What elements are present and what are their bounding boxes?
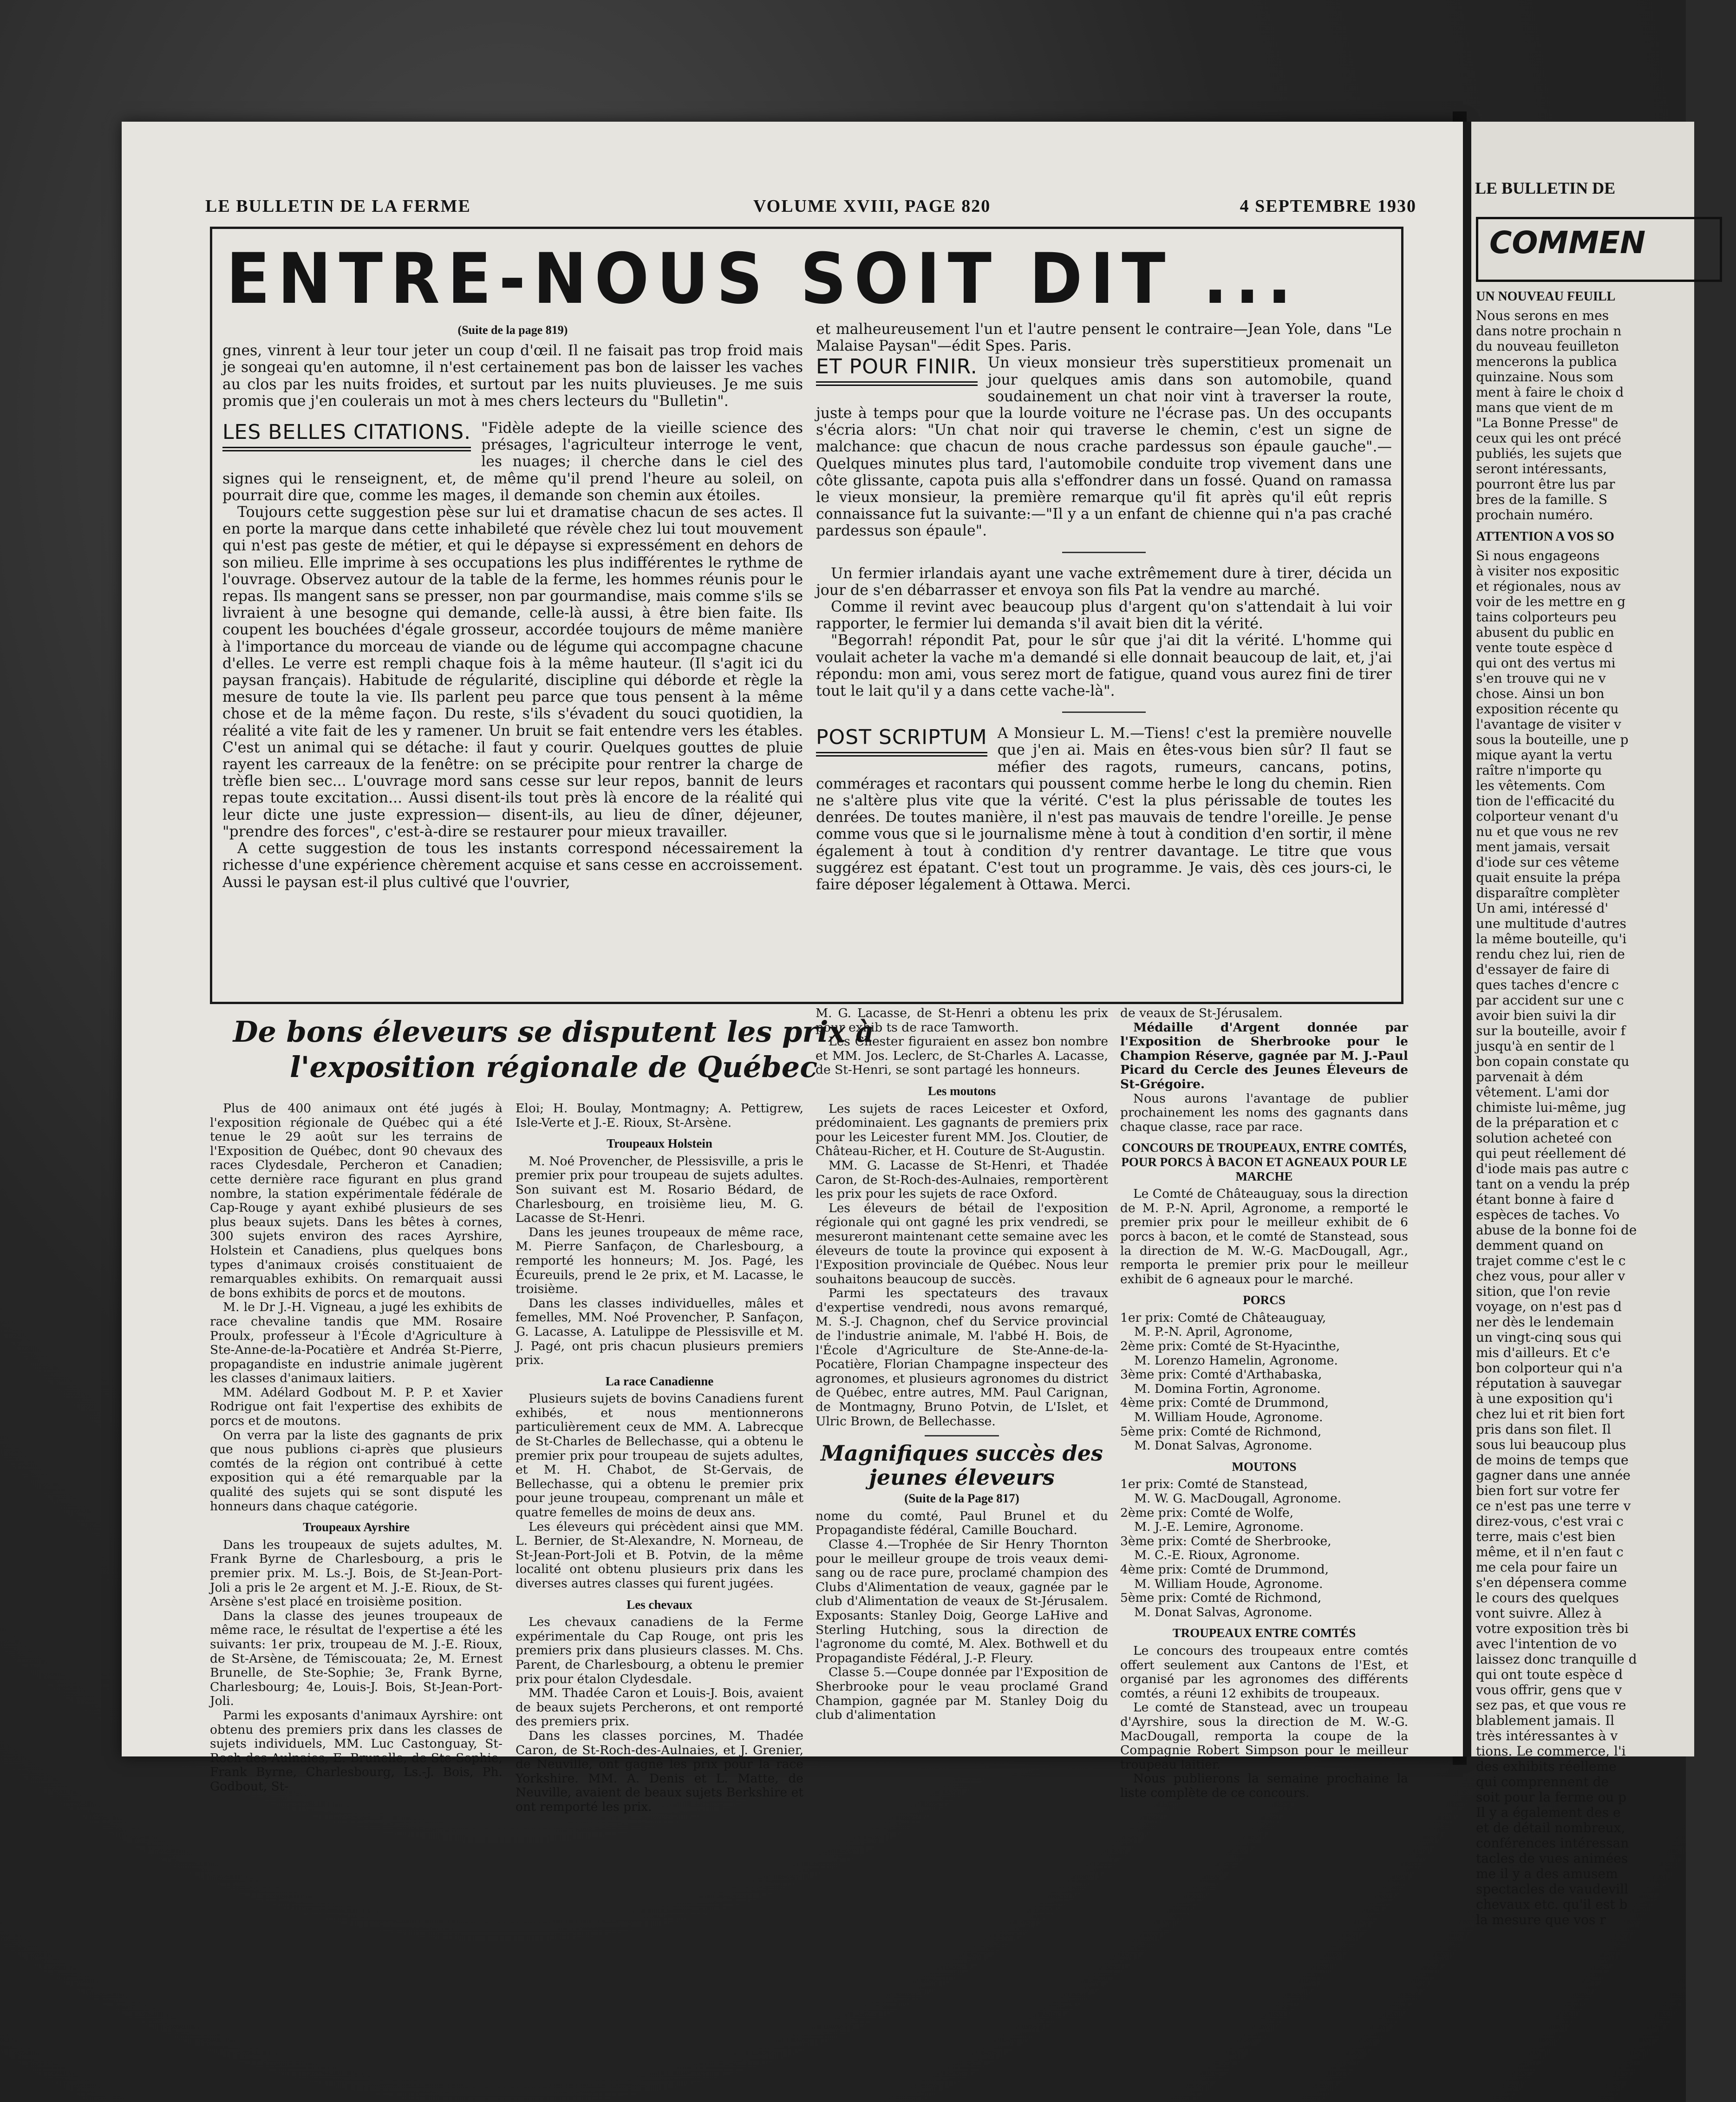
article-paragraph: Dans les classes individuelles, mâles et femelles, MM. Noé Provencher, P. Sanfaçon, G. Lacasse, A. Latulippe de Plessisville et M. J. Pagé, ont pris chacun plusieurs premiers prix.	[516, 1296, 803, 1368]
subarticle-credit: (Suite de la Page 817)	[904, 1491, 1019, 1506]
adjacent-text-line: réputation à sauvegar	[1476, 1376, 1621, 1391]
list-item: 5ème prix: Comté de Richmond,	[1120, 1424, 1322, 1439]
section-heading: Troupeaux Ayrshire	[303, 1520, 410, 1534]
adjacent-text-line: quait ensuite la prépa	[1476, 870, 1621, 885]
adjacent-text-line: direz-vous, c'est vrai c	[1476, 1514, 1624, 1529]
adjacent-text-line: qui ont toute espèce d	[1476, 1667, 1623, 1682]
feature-paragraph: "Fidèle adepte de la vieille science des présages, l'agriculteur interroge le vent, les nuages; il cherche dans le ciel des signes qui le renseignent, et, de même qu'il prend l'heure au soleil, on pourrait dire que, comme les mages, il demande son chemin aux étoiles.	[222, 420, 803, 504]
article-column-4	[1120, 1006, 1408, 1800]
moutons-list	[1120, 1477, 1408, 1619]
list-item: M. Donat Salvas, Agronome.	[1134, 1605, 1312, 1619]
adjacent-text-line: des exhibits réelleme	[1476, 1759, 1617, 1774]
adjacent-text-line: chimiste lui-même, jug	[1476, 1100, 1626, 1115]
adjacent-text-line: du nouveau feuilleton	[1476, 339, 1619, 354]
adjacent-text-line: et régionales, nous av	[1476, 579, 1621, 594]
section-heading: Troupeaux Holstein	[607, 1136, 712, 1151]
adjacent-text-line: dans notre prochain n	[1476, 323, 1622, 339]
section-heading: La race Canadienne	[605, 1374, 714, 1388]
list-item: M. C.-E. Rioux, Agronome.	[1134, 1548, 1300, 1563]
running-head	[205, 196, 1435, 219]
adjacent-text-line: publiés, les sujets que	[1476, 446, 1622, 461]
article-paragraph: Eloi; H. Boulay, Montmagny; A. Pettigrew, Isle-Verte et J.-E. Rioux, St-Arsène.	[516, 1101, 803, 1130]
adjacent-title: COMMEN	[1489, 225, 1646, 261]
adjacent-text-line: votre exposition très bi	[1476, 1621, 1629, 1636]
feature-box	[210, 227, 1403, 1004]
article-paragraph: Le Comté de Châteauguay, sous la direction de M. P.-N. April, Agronome, a remporté le premier prix pour le meilleur exhibit de 6 porcs à bacon, et le comté de Stanstead, sous la direction de M. W.-G. MacDougall, Agr., remporta le premier prix pour le meilleur exhibit de 6 agneaux pour le marché.	[1120, 1187, 1408, 1286]
adjacent-text-line: pris dans son filet. Il	[1476, 1422, 1611, 1437]
adjacent-subhead: UN NOUVEAU FEUILL	[1476, 289, 1616, 304]
article-paragraph: Parmi les exposants d'animaux Ayrshire: ont obtenu des premiers prix dans les classes de sujets individuels, MM. Luc Castonguay, St-Roch-des-Aulnaies, E. Brunelle, de Ste-Sophie, Frank Byrne, Charlesbourg, Ls.-J. Bois, Ph. Godbout, St-	[210, 1708, 503, 1794]
adjacent-text-line: me il y a des amusem	[1476, 1866, 1618, 1881]
adjacent-text-line: solution acheteé con	[1476, 1130, 1612, 1146]
article-paragraph: Nous publierons la semaine prochaine la liste complète de ce concours.	[1120, 1771, 1408, 1800]
article-paragraph: MM. Thadée Caron et Louis-J. Bois, avaient de beaux sujets Percherons, et ont remporté des premiers prix.	[516, 1686, 803, 1729]
article-paragraph: Parmi les spectateurs des travaux d'expertise vendredi, nous avons remarqué, M. S.-J. Chagnon, chef du Service provincial de l'industrie animale, M. l'abbé H. Bois, de l'École d'Agriculture de Ste-Anne-de-la-Pocatière, Florian Champagne inspecteur des agronomes, et plusieurs agronomes du district de Québec, entre autres, MM. Paul Carignan, de Montmagny, Bruno Potvin, de L'Islet, et Ulric Brown, de Bellechasse.	[816, 1286, 1108, 1429]
adjacent-text-line: tacles de vues animées	[1476, 1851, 1628, 1866]
feature-paragraph: Toujours cette suggestion pèse sur lui et dramatise chacun de ses actes. Il en porte la marque dans cette inhabileté que révèle chez lui tout mouvement qui n'est pas geste de métier, et qui le dépayse si expressément en dehors de son milieu. Elle imprime à ses occupations les plus indifférentes le rythme de l'ouvrage. Observez autour de la table de la ferme, les hommes réunis pour le repas. Ils mangent sans se presser, non par gourmandise, mais comme s'ils se livraient à une besogne qui demande, celle-là aussi, à être bien faite. Ils coupent les bouchées d'égale grosseur, accordée toujours de même manière à l'importance du morceau de viande ou de légume qui accompagne chacune d'elles. Le verre est rempli chaque fois à la même hauteur. (Il s'agit ici du paysan français). Habitude de régularité, discipline qui déborde et règle la mesure de toute la vie. Ils parlent peu parce que tous pensent à la même chose et de la même façon. Du reste, s'ils s'évadent du souci quotidien, la réalité a vite fait de les y ramener. Un bruit se fait entendre vers les étables. C'est un animal qui se détache: il faut y courir. Quelques gouttes de pluie rayent les carreaux de la fenêtre: on se précipite pour rentrer la charge de trèfle bien sec... L'ouvrage mord sans cesse sur leur repos, bannit de leurs repas toute excitation... Aussi disent-ils tout près là encore de la réalité qui leur dicte une juste expression— disent-ils, au lieu de dîner, déjeuner, "prendre des forces", c'est-à-dire se restaurer pour mieux travailler.	[222, 504, 803, 840]
article-paragraph: On verra par la liste des gagnants de prix que nous publions ci-après que plusieurs comtés de la région ont contribué à cette exposition qui a été remarquable par la qualité des sujets qui se sont disputé les honneurs dans chaque catégorie.	[210, 1428, 503, 1514]
adjacent-text-line: jusqu'à en sentir de l	[1476, 1038, 1614, 1054]
adjacent-text-line: blablement jamais. Il	[1476, 1713, 1615, 1728]
adjacent-text-line: parvenait à dém	[1476, 1069, 1583, 1084]
article-paragraph: Classe 4.—Trophée de Sir Henry Thornton pour le meilleur groupe de trois veaux demi-sang ou de race pure, proclamé champion des Clubs d'Alimentation de veaux, gagnée par le club d'Alimentation de veaux de St-Jérusalem. Exposants: Stanley Doig, George LaHive and Sterling Hutching, sous la direction de l'agronome du comté, M. Alex. Bothwell et du Propagandiste Fédéral, J.-P. Fleury.	[816, 1537, 1108, 1665]
adjacent-text-line: mique ayant la vertu	[1476, 747, 1612, 763]
subhead-et-pour-finir: ET POUR FINIR.	[816, 356, 978, 386]
running-head-left: LE BULLETIN DE LA FERME	[205, 196, 471, 216]
article-paragraph: Classe 5.—Coupe donnée par l'Exposition de Sherbrooke pour le veau proclamé Grand Champion, gagnée par M. Stanley Doig du club d'alimentation	[816, 1665, 1108, 1723]
adjacent-text-line: l'avantage de visiter v	[1476, 717, 1621, 732]
subhead-post-scriptum: POST SCRIPTUM	[816, 727, 987, 757]
article-paragraph: M. G. Lacasse, de St-Henri a obtenu les prix pour exhib ts de race Tamworth.	[816, 1006, 1108, 1035]
article-paragraph: Plusieurs sujets de bovins Canadiens furent exhibés, et nous mentionnerons particulièrement ceux de MM. A. Labrecque de St-Charles de Bellechasse, qui a obtenu le premier prix pour troupeau de sujets adultes, et M. H. Chabot, de St-Gervais, de Bellechasse, qui a obtenu le premier prix pour jeune troupeau, comprenant un mâle et quatre femelles de moins de deux ans.	[516, 1391, 803, 1520]
section-divider	[1062, 712, 1146, 713]
adjacent-text-line: s'en trouve qui ne v	[1476, 671, 1606, 686]
running-head-center: VOLUME XVIII, PAGE 820	[753, 196, 991, 216]
adjacent-text-line: sez pas, et que vous re	[1476, 1697, 1626, 1713]
adjacent-text-line: sur la bouteille, avoir f	[1476, 1023, 1626, 1038]
adjacent-text-block	[1476, 308, 1736, 522]
adjacent-text-line: bres de la famille. S	[1476, 492, 1608, 507]
adjacent-text-line: ment jamais, versait	[1476, 839, 1610, 855]
list-item: M. J.-E. Lemire, Agronome.	[1134, 1520, 1304, 1534]
article-paragraph: Plus de 400 animaux ont été jugés à l'exposition régionale de Québec qui a été tenue le 29 août sur les terrains de l'Exposition de Québec, dont 90 chevaux des races Clydesdale, Percheron et Canadien; cette dernière race figurant en plus grand nombre, la station expérimentale fédérale de Cap-Rouge y ayant exhibé plusieurs de ses plus beaux sujets. Dans les bêtes à cornes, 300 sujets environ des races Ayrshire, Holstein et Canadiens, plus quelques bons types d'animaux croisés constituaient de remarquables exhibits. On remarquait aussi de bons exhibits de porcs et de moutons.	[210, 1101, 503, 1300]
list-item: M. Donat Salvas, Agronome.	[1134, 1438, 1312, 1453]
adjacent-text-line: soit pour la ferme ou p	[1476, 1789, 1627, 1805]
article-paragraph: Les Chester figuraient en assez bon nombre et MM. Jos. Leclerc, de St-Charles A. Lacasse, de St-Henri, se sont partagé les honneurs.	[816, 1034, 1108, 1077]
adjacent-text-line: trajet comme c'est le c	[1476, 1253, 1626, 1268]
article-paragraph: Dans les jeunes troupeaux de même race, M. Pierre Sanfaçon, de Charlesbourg, a remporté les honneurs; M. Jos. Pagé, les Écureuils, prend le 2e prix, et M. Lacasse, le troisième.	[516, 1225, 803, 1297]
adjacent-text-line: vous offrir, gens que v	[1476, 1682, 1622, 1697]
article-paragraph: Médaille d'Argent donnée par l'Exposition de Sherbrooke pour le Champion Réserve, gagnée par M. J.-Paul Picard du Cercle des Jeunes Éleveurs de St-Grégoire.	[1120, 1020, 1408, 1091]
adjacent-text-line: même, et il n'en faut c	[1476, 1544, 1624, 1560]
adjacent-text-line: laissez donc tranquille d	[1476, 1652, 1637, 1667]
newspaper-page	[122, 122, 1463, 1814]
section-divider	[925, 1435, 999, 1436]
adjacent-text-line: qui ont des vertus mi	[1476, 655, 1616, 671]
adjacent-text-line: chevaux etc. qu'il est b	[1476, 1897, 1628, 1912]
article-paragraph: Les sujets de races Leicester et Oxford, prédominaient. Les gagnants de premiers prix pour les Leicester furent MM. Jos. Cloutier, de Château-Richer, et H. Couture de St-Augustin.	[816, 1101, 1108, 1159]
section-heading: Les chevaux	[627, 1597, 692, 1612]
list-item: M. William Houde, Agronome.	[1134, 1576, 1323, 1591]
adjacent-text-line: disparaître complèter	[1476, 885, 1619, 901]
adjacent-column	[1476, 284, 1736, 1927]
section-heading: TROUPEAUX ENTRE COMTÉS	[1172, 1626, 1356, 1640]
adjacent-text-line: nu et que vous ne rev	[1476, 824, 1619, 839]
adjacent-text-line: bon copain constate qu	[1476, 1054, 1630, 1069]
list-item: 1er prix: Comté de Châteauguay,	[1120, 1310, 1326, 1325]
adjacent-page	[1463, 122, 1694, 1927]
adjacent-text-line: demment quand on	[1476, 1238, 1604, 1253]
adjacent-text-line: colporteur venant d'u	[1476, 809, 1619, 824]
adjacent-text-line: mencerons la publica	[1476, 354, 1617, 369]
adjacent-text-line: tant on a vendu la prép	[1476, 1176, 1630, 1192]
feature-column-1	[222, 321, 803, 994]
adjacent-text-line: chez lui et rit bien fort	[1476, 1406, 1625, 1422]
adjacent-subhead: ATTENTION A VOS SO	[1476, 529, 1614, 544]
list-item: 4ème prix: Comté de Drummond,	[1120, 1396, 1329, 1410]
section-heading: MOUTONS	[1232, 1459, 1297, 1474]
article-paragraph: MM. G. Lacasse de St-Henri, et Thadée Caron, de St-Roch-des-Aulnaies, remportèrent les prix pour les sujets de race Oxford.	[816, 1158, 1108, 1201]
adjacent-text-line: tains colporteurs peu	[1476, 609, 1617, 625]
section-heading: PORCS	[1243, 1293, 1286, 1307]
list-item: 4ème prix: Comté de Drummond,	[1120, 1562, 1329, 1577]
article-paragraph: Dans les classes porcines, M. Thadée Caron, de St-Roch-des-Aulnaies, et J. Grenier, de Neuville, ont gagné les prix pour la race Yorkshire. MM. A. Denis et L. Matte, de Neuville, avaient de beaux sujets Berkshire et ont remporté les prix.	[516, 1728, 803, 1814]
adjacent-text-line: avec l'intention de vo	[1476, 1636, 1617, 1652]
adjacent-text-line: ment à faire le choix d	[1476, 385, 1624, 400]
adjacent-text-line: ques taches d'encre c	[1476, 977, 1619, 992]
adjacent-text-line: ceux qui les ont précé	[1476, 431, 1621, 446]
adjacent-text-line: sous lui beaucoup plus	[1476, 1437, 1626, 1452]
article-paragraph: Le comté de Stanstead, avec un troupeau d'Ayrshire, sous la direction de M. W.-G. MacDougall, remporta la coupe de la Compagnie Robert Simpson pour le meilleur troupeau laitier.	[1120, 1700, 1408, 1772]
article-paragraph: Dans la classe des jeunes troupeaux de même race, le résultat de l'expertise a été les suivants: 1er prix, troupeau de M. J.-E. Rioux, de St-Arsène, de Témiscouata; 2e, M. Ernest Brunelle, de Ste-Sophie; 3e, Frank Byrne, Charlesbourg; 4e, Louis-J. Bois, St-Jean-Port-Joli.	[210, 1608, 503, 1709]
adjacent-text-line: vente toute espèce d	[1476, 640, 1613, 655]
article-paragraph: M. le Dr J.-H. Vigneau, a jugé les exhibits de race chevaline tandis que MM. Rosaire Proulx, professeur à l'École d'Agriculture à Ste-Anne-de-la-Pocatière et Andréa St-Pierre, propagandiste en industrie animale jugèrent les classes d'animaux laitiers.	[210, 1300, 503, 1386]
feature-paragraph: A Monsieur L. M.—Tiens! c'est la première nouvelle que j'en ai. Mais en êtes-vous bien sûr? Il faut se méfier des ragots, rumeurs, cancans, potins, commérages et racontars qui poussent comme herbe le long du chemin. Rien ne s'altère plus vite que la vérité. C'est la plus périssable de toutes les denrées. De toutes manière, il n'est pas mauvais de tendre l'oreille. Je pense comme vous que si le journalisme mène à tout à condition d'en sortir, il mène également à tout à condition d'y rentrer davantage. Le titre que vous suggérez est épatant. C'est tout un programme. Je vais, dès ces jours-ci, le faire déposer légalement à Ottawa. Merci.	[816, 725, 1392, 894]
adjacent-text-line: chez vous, pour aller v	[1476, 1268, 1625, 1284]
list-item: M. W. G. MacDougall, Agronome.	[1134, 1491, 1342, 1506]
article-paragraph: MM. Adélard Godbout M. P. P. et Xavier Rodrigue ont fait l'expertise des exhibits de porcs et de moutons.	[210, 1385, 503, 1429]
list-item: 2ème prix: Comté de St-Hyacinthe,	[1120, 1339, 1340, 1354]
section-heading: CONCOURS DE TROUPEAUX, ENTRE COMTÉS, POUR PORCS À BACON ET AGNEAUX POUR LE MARCHE	[1121, 1141, 1407, 1183]
adjacent-text-line: voyage, on n'est pas d	[1476, 1299, 1622, 1314]
adjacent-text-line: abusent du public en	[1476, 625, 1614, 640]
adjacent-text-line: la mesure que vos r	[1476, 1912, 1606, 1927]
article-column-3	[816, 1006, 1108, 1743]
adjacent-text-line: mis d'ailleurs. Et c'e	[1476, 1345, 1610, 1360]
feature-paragraph: Comme il revint avec beaucoup plus d'argent qu'on s'attendait à lui voir rapporter, le fermier lui demanda s'il avait bien dit la vérité.	[816, 599, 1392, 633]
adjacent-text-line: étant bonne à faire d	[1476, 1192, 1614, 1207]
section-divider	[1062, 552, 1146, 553]
adjacent-text-line: sous la bouteille, une p	[1476, 732, 1629, 747]
list-item: 3ème prix: Comté de Sherbrooke,	[1120, 1534, 1331, 1548]
adjacent-text-line: bon colporteur qui n'a	[1476, 1360, 1623, 1376]
adjacent-text-line: qui peut réellement dé	[1476, 1146, 1626, 1161]
list-item: 3ème prix: Comté d'Arthabaska,	[1120, 1367, 1322, 1382]
running-head-right: 4 SEPTEMBRE 1930	[1240, 196, 1416, 216]
adjacent-text-line: quinzaine. Nous som	[1476, 369, 1614, 385]
adjacent-text-line: vont suivre. Allez à	[1476, 1606, 1602, 1621]
adjacent-text-line: à visiter nos expositic	[1476, 563, 1619, 579]
adjacent-text-line: gagner dans une année	[1476, 1468, 1631, 1483]
subarticle-headline: Magnifiques succès des jeunes éleveurs	[821, 1441, 1103, 1490]
adjacent-text-line: ner dès le lendemain	[1476, 1314, 1614, 1330]
article-paragraph: Les éleveurs qui précèdent ainsi que MM. L. Bernier, de St-Alexandre, N. Morneau, de St-Jean-Port-Joli et B. Potvin, de la même localité ont obtenu plusieurs prix dans les diverses autres classes qui furent jugées.	[516, 1519, 803, 1591]
adjacent-text-line: Nous serons en mes	[1476, 308, 1609, 323]
adjacent-text-line: bien fort sur votre fer	[1476, 1483, 1619, 1498]
adjacent-text-line: une multitude d'autres	[1476, 916, 1626, 931]
feature-paragraph: et malheureusement l'un et l'autre pensent le contraire—Jean Yole, dans "Le Malaise Paysan"—édit Spes. Paris.	[816, 321, 1392, 355]
adjacent-text-line: conférences intéressan	[1476, 1835, 1629, 1851]
adjacent-text-line: espèces de taches. Vo	[1476, 1207, 1620, 1222]
list-item: M. Domina Fortin, Agronome.	[1134, 1381, 1321, 1396]
article-paragraph: nome du comté, Paul Brunel et du Propagandiste fédéral, Camille Bouchard.	[816, 1508, 1108, 1538]
article-paragraph: Le concours des troupeaux entre comtés offert seulement aux Cantons de l'Est, et organisé par les agronomes des différents comtés, a réuni 12 exhibits de troupeaux.	[1120, 1643, 1408, 1701]
adjacent-text-line: tions. Le commerce, l'i	[1476, 1743, 1626, 1759]
adjacent-text-line: un vingt-cinq sous qui	[1476, 1330, 1622, 1345]
adjacent-text-line: d'essayer de faire di	[1476, 962, 1610, 977]
article-paragraph: Dans les troupeaux de sujets adultes, M. Frank Byrne de Charlesbourg, a pris le premier prix. M. Ls.-J. Bois, de St-Jean-Port-Joli a pris le 2e argent et M. J.-E. Rioux, de St-Arsène s'est placé en troisième position.	[210, 1537, 503, 1609]
adjacent-text-line: mans que vient de m	[1476, 400, 1613, 415]
adjacent-text-line: pourront être lus par	[1476, 477, 1615, 492]
adjacent-text-line: abuse de la bonne foi de	[1476, 1222, 1637, 1238]
adjacent-text-line: me cela pour faire un	[1476, 1560, 1618, 1575]
adjacent-title-box	[1476, 217, 1722, 282]
article-headline: De bons éleveurs se disputent les prix à l'exposition régionale de Québec	[233, 1015, 875, 1084]
adjacent-text-line: s'en dépensera comme	[1476, 1575, 1627, 1590]
feature-paragraph: Un vieux monsieur très superstitieux promenait un jour quelques amis dans son automobile, quand soudainement un chat noir vint à traverser la route, juste à temps pour que la lourde voiture ne l'écrase pas. Un des occupants s'écria alors: "Un chat noir qui traverse le chemin, c'est un signe de malchance: que chacun de nous crache pardessus son épaule gauche".—Quelques minutes plus tard, l'automobile conduite trop vivement dans une côte glissante, capota puis alla s'effondrer dans un fossé. Quand on ramassa le vieux monsieur, la première remarque qu'il fit après qu'il eût repris connaissance fut la suivante:—"Il y a un enfant de chienne qui n'a pas craché pardessus son épaule".	[816, 354, 1392, 540]
adjacent-text-line: terre, mais c'est bien	[1476, 1529, 1616, 1544]
adjacent-text-line: ce n'est pas une terre v	[1476, 1498, 1631, 1514]
adjacent-text-line: par accident sur une c	[1476, 992, 1624, 1008]
feature-column-2	[816, 321, 1392, 994]
adjacent-text-line: vêtement. L'ami dor	[1476, 1084, 1609, 1100]
adjacent-text-line: de la préparation et c	[1476, 1115, 1619, 1130]
adjacent-text-block	[1476, 548, 1736, 1927]
adjacent-text-line: les vêtements. Com	[1476, 778, 1605, 793]
list-item: M. P.-N. April, Agronome,	[1134, 1325, 1293, 1339]
feature-paragraph: Un fermier irlandais ayant une vache extrêmement dure à tirer, décida un jour de s'en débarrasser et envoya son fils Pat la vendre au marché.	[816, 565, 1392, 599]
adjacent-text-line: la même bouteille, qu'i	[1476, 931, 1627, 947]
feature-paragraph: "Begorrah! répondit Pat, pour le sûr que j'ai dit la vérité. L'homme qui voulait acheter la vache m'a demandé si elle donnait beaucoup de lait, et, j'ai répondu: mon ami, vous serez mort de fatigue, quand vous aurez fini de tirer tout le lait qu'il y a dans cette vache-là".	[816, 632, 1392, 700]
adjacent-text-line: très intéressantes à v	[1476, 1728, 1618, 1743]
adjacent-text-line: et de détail nombreux,	[1476, 1820, 1625, 1835]
feature-paragraph: gnes, vinrent à leur tour jeter un coup d'œil. Il ne faisait pas trop froid mais je songeai qu'en automne, il n'est certainement pas bon de laisser les vaches au clos par les nuits froides, et surtout par les nuits pluvieuses. Je me suis promis que j'en coulerais un mot à mes chers lecteurs du "Bulletin".	[222, 342, 803, 410]
adjacent-text-line: seront intéressants,	[1476, 461, 1607, 477]
adjacent-text-line: Si nous engageons	[1476, 548, 1600, 563]
adjacent-text-line: à une exposition qu'i	[1476, 1391, 1613, 1406]
feature-credit: (Suite de la page 819)	[457, 323, 568, 337]
adjacent-text-line: d'iode mais pas autre c	[1476, 1161, 1629, 1176]
adjacent-text-line: prochain numéro.	[1476, 507, 1593, 522]
list-item: 1er prix: Comté de Stanstead,	[1120, 1477, 1308, 1492]
adjacent-text-line: Il y a également des e	[1476, 1805, 1621, 1820]
list-item: 5ème prix: Comté de Richmond,	[1120, 1591, 1322, 1606]
section-heading: Les moutons	[927, 1084, 996, 1098]
adjacent-text-line: de moins de temps que	[1476, 1452, 1629, 1468]
adjacent-text-line: le cours des quelques	[1476, 1590, 1619, 1606]
adjacent-text-line: "La Bonne Presse" de	[1476, 415, 1619, 431]
adjacent-text-line: raître n'importe qu	[1476, 763, 1602, 778]
article-column-1	[210, 1101, 503, 1794]
article-paragraph: Les éleveurs de bétail de l'exposition régionale qui ont gagné les prix vendredi, se mesureront maintenant cette semaine avec les éleveurs de toute la province qui exposent à l'Exposition provinciale de Québec. Nous leur souhaitons beaucoup de succès.	[816, 1201, 1108, 1286]
adjacent-text-line: chose. Ainsi un bon	[1476, 686, 1605, 701]
subhead-belles-citations: LES BELLES CITATIONS.	[222, 422, 471, 451]
list-item: 2ème prix: Comté de Wolfe,	[1120, 1505, 1294, 1520]
article-paragraph: Nous aurons l'avantage de publier prochainement les noms des gagnants dans chaque classe, race par race.	[1120, 1091, 1408, 1134]
feature-paragraph: A cette suggestion de tous les instants correspond nécessairement la richesse d'une expérience chèrement acquise et sans cesse en accroissement. Aussi le paysan est-il plus cultivé que l'ouvrier,	[222, 840, 803, 891]
article-column-2	[516, 1101, 803, 1814]
adjacent-text-line: tion de l'efficacité du	[1476, 793, 1615, 809]
adjacent-text-line: d'iode sur ces vêteme	[1476, 855, 1619, 870]
adjacent-text-line: qui comprennent de	[1476, 1774, 1609, 1789]
porcs-list	[1120, 1311, 1408, 1453]
adjacent-text-line: Un ami, intéressé d'	[1476, 901, 1609, 916]
list-item: M. Lorenzo Hamelin, Agronome.	[1134, 1353, 1338, 1368]
adjacent-text-line: avoir bien suivi la dir	[1476, 1008, 1616, 1023]
adjacent-text-line: sition, que l'on revie	[1476, 1284, 1611, 1299]
list-item: M. William Houde, Agronome.	[1134, 1410, 1323, 1425]
article-paragraph: de veaux de St-Jérusalem.	[1120, 1006, 1283, 1020]
feature-title: ENTRE-NOUS SOIT DIT ...	[226, 239, 1299, 320]
adjacent-running-head: LE BULLETIN DE	[1475, 179, 1616, 197]
adjacent-text-line: rendu chez lui, rien de	[1476, 947, 1625, 962]
article-paragraph: M. Noé Provencher, de Plessisville, a pris le premier prix pour troupeau de sujets adultes. Son suivant est M. Rosario Bédard, de Charlesbourg, en troisième lieu, M. G. Lacasse de St-Henri.	[516, 1154, 803, 1226]
adjacent-text-line: voir de les mettre en g	[1476, 594, 1626, 609]
adjacent-text-line: spectacles de vaudevill	[1476, 1881, 1629, 1897]
adjacent-text-line: exposition récente qu	[1476, 701, 1619, 717]
article-paragraph: Les chevaux canadiens de la Ferme expérimentale du Cap Rouge, ont pris les premiers prix dans plusieurs classes. M. Chs. Parent, de Charlesbourg, a obtenu le premier prix pour étalon Clydesdale.	[516, 1615, 803, 1686]
